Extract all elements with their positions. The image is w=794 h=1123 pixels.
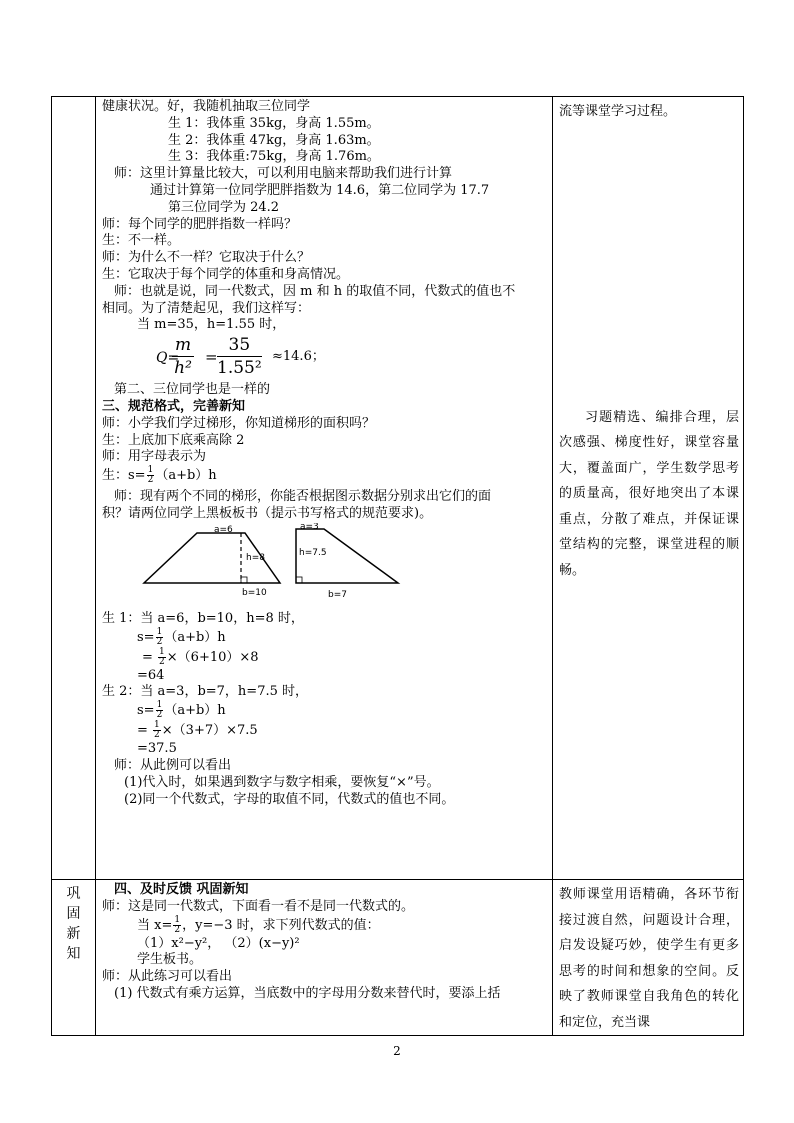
fig1-height-label: h=8 — [246, 552, 265, 563]
text-line: 第三位同学为 24.2 — [168, 199, 280, 215]
text-line — [102, 628, 548, 648]
text-line: 生 2：我体重 47kg，身高 1.63m。 — [168, 132, 380, 148]
right-angle-2 — [296, 577, 302, 583]
fraction-half — [156, 628, 164, 647]
text-span: 当 x= — [137, 917, 173, 933]
fraction-numerator: 1 — [156, 700, 163, 711]
fraction-denominator: h² — [174, 358, 192, 379]
fraction-denominator: 1.55² — [217, 358, 262, 379]
formula-fraction-1 — [172, 334, 194, 379]
formula-lhs: Q= — [156, 350, 180, 367]
table-row — [52, 880, 744, 1036]
text-line: 生：上底加下底乘高除 2 — [102, 432, 245, 448]
text-line: 师：为什么不一样？它取决于什么？ — [102, 250, 311, 266]
fraction-denominator: 2 — [154, 730, 160, 741]
text-line — [102, 466, 548, 486]
fig1-bottom-label: b=10 — [242, 587, 267, 598]
formula-result: ≈14.6； — [272, 349, 325, 365]
formula-fraction-2 — [217, 334, 262, 379]
fraction-denominator: 2 — [156, 710, 163, 721]
text-span: （a+b）h — [164, 629, 226, 645]
text-line: =37.5 — [137, 741, 177, 757]
fraction-half — [173, 916, 181, 935]
text-line: 通过计算第一位同学肥胖指数为 14.6，第二位同学为 17.7 — [150, 182, 490, 198]
comment-cell — [553, 880, 744, 1036]
text-line: 师：小学我们学过梯形，你知道梯形的面积吗？ — [102, 415, 376, 431]
text-span: = — [142, 649, 153, 665]
comment-text: 教师课堂用语精确，各环节衔接过渡自然，问题设计合理，启发设疑巧妙，使学生有更多思考的时间和想象的空间。反映了教师课堂自我角色的转化和定位，充当课 — [559, 887, 739, 1030]
comment-text: 习题精选、编排合理，层次感强、梯度性好，课堂容量大，覆盖面广，学生数学思考的质量高，很好地突出了本课重点，分散了难点，并保证课堂结构的完整，课堂进程的顺畅。 — [559, 409, 739, 578]
right-angle-1 — [241, 577, 247, 583]
text-line — [102, 916, 548, 936]
topic-char: 知 — [66, 946, 81, 962]
fraction-numerator: 1 — [159, 646, 165, 657]
topic-cell — [52, 97, 96, 880]
text-line: 当 m=35，h=1.55 时， — [137, 317, 286, 333]
text-line: 生：它取决于每个同学的体重和身高情况。 — [102, 266, 350, 282]
text-line: 师：每个同学的肥胖指数一样吗？ — [102, 216, 298, 232]
text-line: 生 1：我体重 35kg，身高 1.55m。 — [168, 115, 380, 131]
text-line: 生 3：我体重:75kg，身高 1.76m。 — [168, 149, 380, 165]
text-line: (2)同一个代数式，字母的取值不同，代数式的值也不同。 — [124, 791, 455, 807]
text-line: 学生板书。 — [137, 952, 203, 968]
text-span: ×（6+10）×8 — [166, 649, 259, 665]
page-number: 2 — [393, 1044, 401, 1058]
fraction-numerator: 1 — [174, 914, 181, 925]
text-line: 师：用字母表示为 — [102, 449, 207, 465]
text-line — [102, 701, 548, 721]
fig2-top-label: a=3 — [300, 522, 319, 532]
text-span: s= — [137, 703, 155, 719]
text-span: = — [137, 723, 148, 739]
text-line: (1) 代数式有乘方运算，当底数中的字母用分数来替代时，要添上括 — [114, 985, 501, 1001]
text-line: 师：也就是说，同一代数式，因 m 和 h 的取值不同，代数式的值也不 — [114, 283, 516, 299]
topic-char: 固 — [66, 906, 81, 922]
fig1-top-label: a=6 — [214, 524, 233, 535]
trapezoid-figures — [102, 523, 548, 609]
text-line: 生 2：当 a=3，b=7，h=7.5 时， — [102, 684, 309, 700]
text-span: 生：s= — [102, 468, 146, 484]
fig2-height-label: h=7.5 — [299, 547, 327, 558]
section-heading: 四、及时反馈 巩固新知 — [114, 882, 249, 897]
topic-char: 新 — [66, 926, 81, 942]
table-row — [52, 97, 744, 880]
topic-cell — [52, 880, 96, 1036]
fraction-half — [156, 701, 164, 720]
text-line — [102, 648, 548, 668]
text-line: (1)代入时，如果遇到数字与数字相乘，要恢复“×”号。 — [124, 774, 440, 790]
lesson-plan-table — [51, 96, 744, 1036]
fraction-numerator: m — [172, 334, 194, 357]
text-line: 第二、三位同学也是一样的 — [114, 382, 271, 398]
text-line: 师：现有两个不同的梯形，你能否根据图示数据分别求出它们的面 — [114, 489, 492, 505]
text-line: 师：从此例可以看出 — [114, 757, 232, 773]
text-line: （1）x²−y²， （2）(x−y)² — [137, 935, 300, 951]
comment-cell — [553, 97, 744, 880]
text-line: 师：从此练习可以看出 — [102, 969, 233, 985]
fig2-bottom-label: b=7 — [328, 589, 347, 600]
text-line: 生 1：当 a=6，b=10，h=8 时， — [102, 610, 304, 626]
text-line: 师：这里计算量比较大，可以利用电脑来帮助我们进行计算 — [114, 166, 453, 182]
equals-sign: = — [205, 348, 218, 367]
text-line: 生：不一样。 — [102, 233, 181, 249]
topic-char: 巩 — [66, 886, 81, 902]
section-heading: 三、规范格式，完善新知 — [102, 398, 246, 414]
text-span: （a+b）h — [164, 703, 226, 719]
text-line — [102, 721, 548, 741]
bmi-formula — [102, 334, 548, 382]
content-cell — [96, 97, 553, 880]
fraction-numerator: 35 — [217, 334, 262, 357]
fraction-denominator: 2 — [159, 656, 165, 667]
fraction-numerator: 1 — [156, 626, 163, 637]
text-span: ×（3+7）×7.5 — [161, 723, 258, 739]
fraction-denominator: 2 — [147, 475, 154, 486]
trapezoid-diagrams — [102, 523, 442, 607]
fraction-denominator: 2 — [174, 924, 181, 935]
fraction-numerator: 1 — [154, 720, 160, 731]
text-span: ，y=−3 时，求下列代数式的值： — [182, 917, 380, 933]
fraction-half — [158, 648, 166, 667]
text-line: 相同。为了清楚起见，我们这样写： — [102, 300, 311, 316]
text-line: =64 — [137, 667, 165, 683]
topic-label — [52, 880, 95, 964]
text-span: （a+b）h — [155, 468, 217, 484]
text-span: s= — [137, 629, 155, 645]
fraction-half — [153, 721, 161, 740]
text-line: 健康状况。好，我随机抽取三位同学 — [102, 99, 311, 114]
content-cell — [96, 880, 553, 1036]
fraction-denominator: 2 — [156, 636, 163, 647]
fraction-half — [147, 466, 155, 485]
text-line: 师：这是同一代数式，下面看一看不是同一代数式的。 — [102, 898, 415, 914]
comment-text: 流等课堂学习过程。 — [559, 104, 677, 119]
fraction-numerator: 1 — [147, 465, 154, 476]
text-line: 积？请两位同学上黑板板书（提示书写格式的规范要求)。 — [102, 505, 433, 521]
